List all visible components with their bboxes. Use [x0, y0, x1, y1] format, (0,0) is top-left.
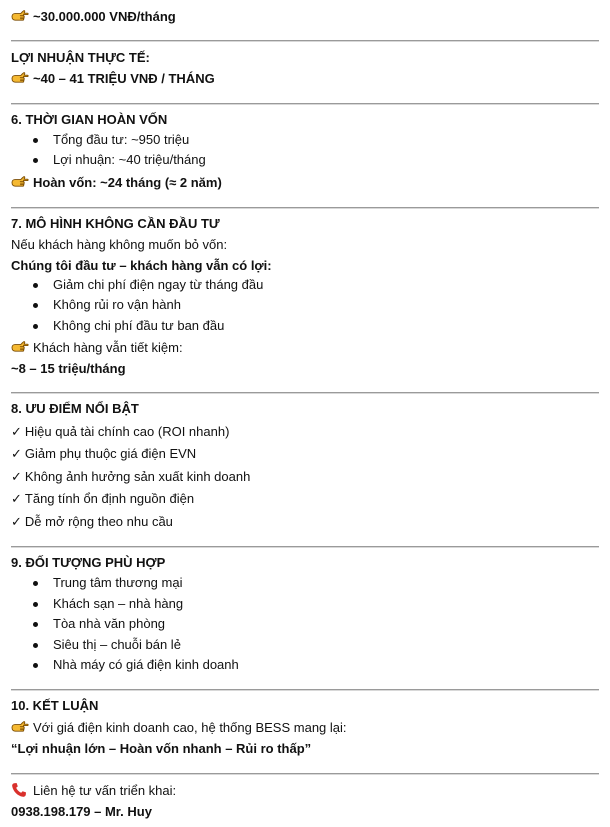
conclusion-slogan: “Lợi nhuận lớn – Hoàn vốn nhanh – Rủi ro thấp” — [11, 741, 312, 756]
telephone-receiver-icon — [11, 782, 27, 798]
revenue-value: ~30.000.000 VNĐ/tháng — [33, 9, 176, 24]
profit-line — [11, 70, 215, 88]
bullet-dot — [33, 324, 38, 329]
saving-value: ~8 – 15 triệu/tháng — [11, 361, 126, 376]
check-mark-icon: ✓ — [11, 470, 22, 485]
advantage-item: ✓ Giảm phụ thuộc giá điện EVN — [11, 446, 197, 462]
payback-result — [11, 174, 222, 192]
bullet-dot — [33, 602, 38, 607]
check-mark-icon: ✓ — [11, 515, 22, 530]
section-divider — [11, 689, 599, 691]
revenue-line — [11, 8, 176, 26]
check-mark-icon: ✓ — [11, 447, 22, 462]
conclusion-line — [11, 719, 347, 737]
advantages-heading: 8. ƯU ĐIỂM NỔI BẬT — [11, 401, 139, 416]
section-divider — [11, 392, 599, 394]
conclusion-heading: 10. KẾT LUẬN — [11, 698, 99, 713]
contact-line — [11, 782, 176, 800]
check-mark-icon: ✓ — [11, 492, 22, 507]
section-divider — [11, 103, 599, 105]
backhand-index-pointing-right-icon — [11, 72, 29, 84]
saving-label-line — [11, 339, 183, 357]
check-mark-icon: ✓ — [11, 425, 22, 440]
backhand-index-pointing-right-icon — [11, 341, 29, 353]
audience-heading: 9. ĐỐI TƯỢNG PHÙ HỢP — [11, 555, 166, 570]
advantage-item: ✓ Không ảnh hưởng sản xuất kinh doanh — [11, 469, 251, 485]
section-divider — [11, 207, 599, 209]
no-investment-heading: 7. MÔ HÌNH KHÔNG CẦN ĐẦU TƯ — [11, 216, 220, 231]
section-divider — [11, 773, 599, 775]
advantage-item: ✓ Dễ mở rộng theo nhu cầu — [11, 514, 173, 530]
document-page: ~30.000.000 VNĐ/tháng LỢI NHUẬN THỰC TẾ: ~40 – 41 TRIỆU VNĐ / THÁNG 6. THỜI GIAN HOÀN VỐN Tổng đầu tư: ~950 triệu Lợi nhuận: ~40 triệu/tháng Hoàn vốn: ~24 tháng (≈ 2 năm) 7. MÔ HÌNH KHÔNG CẦN ĐẦU TƯ Nếu khách hàng không muốn bỏ vốn: Chúng tôi đầu tư – khách hàng vẫn có lợi: Giảm chi phí điện ngay từ tháng đầu Không rủi ro vận hành Không chi phí đầu tư ban đầu Khách hàng vẫn tiết kiệm: ~8 – 15 triệu/tháng 8. ƯU ĐIỂM NỔI BẬT ✓ Hiệu quả tài chính cao (ROI nhanh) ✓ Giảm phụ thuộc giá điện EVN ✓ Không ảnh hưởng sản xuất kinh doanh ✓ Tăng tính ổn định nguồn điện ✓ Dễ mở rộng theo nhu cầu 9. ĐỐI TƯỢNG PHÙ HỢP Trung tâm thương mại Khách sạn – nhà hàng Tòa nhà văn phòng Siêu thị – chuỗi bán lẻ Nhà máy có giá điện kinh doanh 10. KẾT LUẬN Với giá điện kinh doanh cao, hệ thống BESS mang lại: “Lợi nhuận lớn – Hoàn vốn nhanh – Rủi ro thấp” Liên hệ tư vấn triển khai: 0938.198.179 – Mr. Huy — [0, 0, 610, 827]
bullet-dot — [33, 622, 38, 627]
profit-heading: LỢI NHUẬN THỰC TẾ: — [11, 50, 150, 65]
bullet-dot — [33, 303, 38, 308]
bullet-dot — [33, 283, 38, 288]
profit-value: ~40 – 41 TRIỆU VNĐ / THÁNG — [33, 71, 215, 86]
contact-phone: 0938.198.179 – Mr. Huy — [11, 804, 152, 819]
payback-result-text: Hoàn vốn: ~24 tháng (≈ 2 năm) — [33, 175, 222, 190]
backhand-index-pointing-right-icon — [11, 721, 29, 733]
no-investment-statement: Chúng tôi đầu tư – khách hàng vẫn có lợi: — [11, 258, 272, 273]
section-divider — [11, 546, 599, 548]
bullet-dot — [33, 643, 38, 648]
bullet-dot — [33, 138, 38, 143]
advantage-item: ✓ Tăng tính ổn định nguồn điện — [11, 491, 195, 507]
backhand-index-pointing-right-icon — [11, 10, 29, 22]
advantage-item: ✓ Hiệu quả tài chính cao (ROI nhanh) — [11, 424, 230, 440]
bullet-dot — [33, 663, 38, 668]
bullet-dot — [33, 581, 38, 586]
backhand-index-pointing-right-icon — [11, 176, 29, 188]
saving-label: Khách hàng vẫn tiết kiệm: — [33, 340, 183, 355]
section-divider — [11, 40, 599, 42]
bullet-dot — [33, 158, 38, 163]
conclusion-text: Với giá điện kinh doanh cao, hệ thống BESS mang lại: — [33, 720, 347, 735]
no-investment-intro: Nếu khách hàng không muốn bỏ vốn: — [11, 237, 228, 252]
payback-heading: 6. THỜI GIAN HOÀN VỐN — [11, 112, 168, 127]
contact-label: Liên hệ tư vấn triển khai: — [33, 783, 177, 798]
